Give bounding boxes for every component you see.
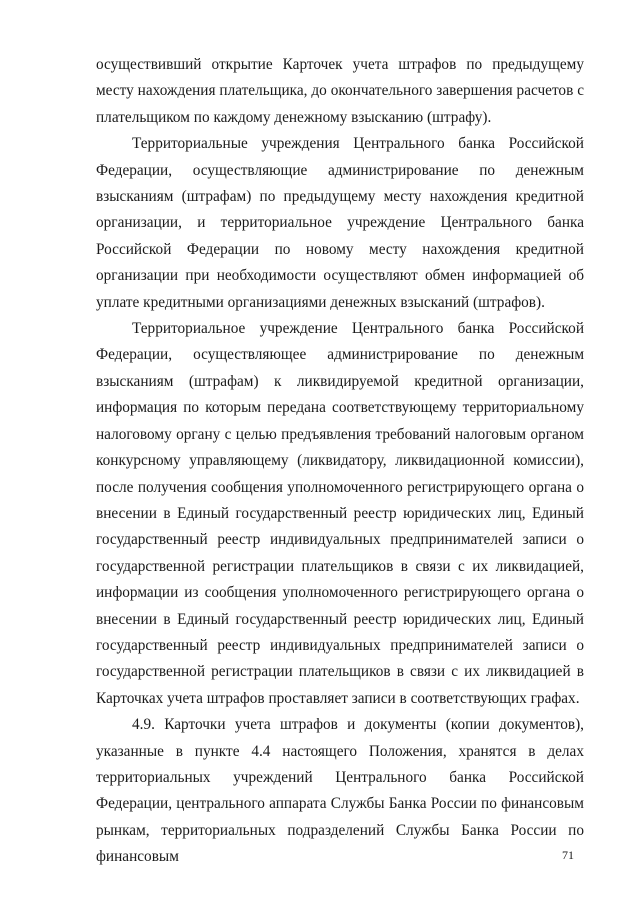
document-page	[96, 52, 584, 871]
paragraph-liquidation: Территориальное учреждение Центрального банка Российской Федерации, осуществляющее администрирование по денежным взысканиям (штрафам) к ликвидируемой кредитной организации, информация по которым передана соответствующему территориальному налоговому органу с целью предъявления требований налоговым органом конкурсному управляющему (ликвидатору, ликвидационной комиссии), после получения сообщения уполномоченного регистрирующего органа о внесении в Единый государственный реестр юридических лиц, Единый государственный реестр индивидуальных предпринимателей записи о государственной регистрации плательщиков в связи с их ликвидацией, информации из сообщения уполномоченного регистрирующего органа о внесении в Единый государственный реестр юридических лиц, Единый государственный реестр индивидуальных предпринимателей записи о государственной регистрации плательщиков в связи с их ликвидацией в Карточках учета штрафов проставляет записи в соответствующих графах.	[96, 320, 584, 707]
paragraph-info-exchange: Территориальные учреждения Центрального банка Российской Федерации, осуществляющие администрирование по денежным взысканиям (штрафам) по предыдущему месту нахождения кредитной организации, и территориальное учреждение Центрального банка Российской Федерации по новому месту нахождения кредитной организации при необходимости осуществляют обмен информацией об уплате кредитными организациями денежных взысканий (штрафов).	[96, 135, 584, 311]
paragraph-continuation: осуществивший открытие Карточек учета штрафов по предыдущему месту нахождения плательщика, до окончательного завершения расчетов с плательщиком по каждому денежному взысканию (штрафу).	[96, 56, 584, 126]
page-number: 71	[562, 848, 574, 862]
paragraph-4-9: 4.9. Карточки учета штрафов и документы (копии документов), указанные в пункте 4.4 настоящего Положения, хранятся в делах территориальных учреждений Центрального банка Российской Федерации, центрального аппарата Службы Банка России по финансовым рынкам, территориальных подразделений Службы Банка России по финансовым	[96, 716, 584, 866]
